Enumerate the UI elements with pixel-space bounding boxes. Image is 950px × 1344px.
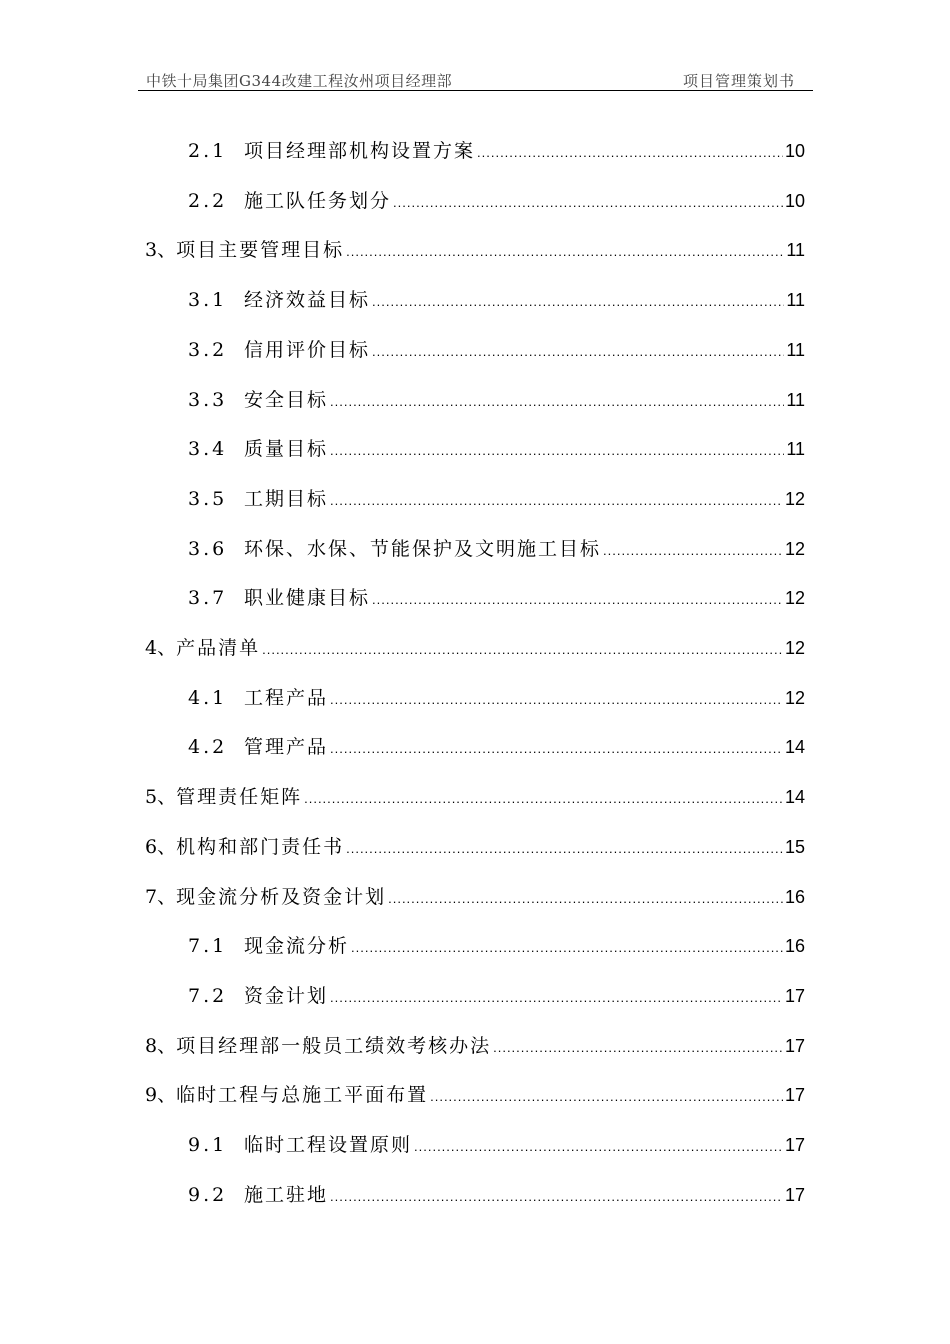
- toc-dot-leader: [330, 734, 783, 764]
- toc-dot-leader: [430, 1082, 783, 1112]
- toc-dot-leader: [372, 287, 784, 317]
- toc-entry-title: 信用评价目标: [244, 338, 371, 361]
- toc-entry[interactable]: [188, 981, 805, 1011]
- toc-dot-leader: [372, 337, 784, 367]
- toc-dot-leader: [330, 387, 784, 417]
- toc-entry-number: 9.2: [188, 1183, 228, 1206]
- toc-entry-page-number: 12: [784, 488, 805, 509]
- toc-entry-number: 4、: [145, 637, 177, 659]
- toc-entry-title: 环保、水保、节能保护及文明施工目标: [244, 537, 602, 560]
- toc-entry-page-number: 17: [784, 1085, 805, 1106]
- toc-entry-title: 职业健康目标: [244, 587, 371, 610]
- toc-entry-number: 2.2: [188, 189, 228, 212]
- toc-entry-number: 3、: [145, 239, 177, 262]
- toc-entry-page-number: 11: [786, 240, 805, 261]
- toc-entry[interactable]: [188, 186, 805, 216]
- toc-entry-number: 9、: [145, 1084, 177, 1107]
- toc-entry[interactable]: [145, 782, 805, 812]
- toc-entry-page-number: 12: [784, 687, 805, 708]
- toc-dot-leader: [603, 536, 783, 566]
- toc-entry-number: 4.2: [188, 736, 228, 759]
- toc-entry[interactable]: [188, 484, 805, 514]
- toc-entry[interactable]: [188, 534, 805, 564]
- toc-entry[interactable]: [145, 882, 805, 912]
- toc-entry-number: 7、: [145, 885, 177, 908]
- toc-entry[interactable]: [188, 136, 805, 166]
- toc-entry-title: 施工驻地: [244, 1183, 329, 1206]
- toc-entry-page-number: 12: [784, 588, 805, 609]
- toc-entry[interactable]: [145, 832, 805, 862]
- toc-entry-title: 工程产品: [244, 686, 329, 709]
- toc-entry[interactable]: [145, 1080, 805, 1110]
- toc-dot-leader: [330, 436, 784, 466]
- toc-entry-page-number: 10: [784, 141, 805, 161]
- toc-dot-leader: [330, 685, 783, 715]
- toc-entry-page-number: 12: [784, 638, 805, 658]
- toc-entry-page-number: 11: [786, 439, 805, 460]
- toc-entry-page-number: 17: [784, 1035, 805, 1056]
- toc-entry-title: 经济效益目标: [244, 289, 371, 312]
- toc-entry-title: 项目经理部机构设置方案: [244, 140, 476, 162]
- toc-entry-page-number: 17: [784, 1184, 805, 1205]
- toc-dot-leader: [477, 138, 783, 168]
- toc-entry-number: 3.1: [188, 289, 228, 312]
- toc-entry-title: 施工队任务划分: [244, 189, 392, 212]
- toc-dot-leader: [493, 1033, 783, 1063]
- toc-entry-number: 3.6: [188, 537, 228, 560]
- toc-entry[interactable]: [188, 583, 805, 613]
- toc-entry-number: 2.1: [188, 140, 228, 162]
- toc-entry-title: 机构和部门责任书: [176, 835, 345, 858]
- toc-entry[interactable]: [188, 683, 805, 713]
- toc-entry-title: 项目经理部一般员工绩效考核办法: [176, 1034, 492, 1057]
- toc-entry[interactable]: [188, 434, 805, 464]
- toc-entry-page-number: 14: [784, 737, 805, 758]
- toc-dot-leader: [351, 933, 783, 963]
- toc-entry[interactable]: [145, 1031, 805, 1061]
- toc-entry[interactable]: [145, 633, 805, 663]
- toc-entry-title: 安全目标: [244, 388, 329, 411]
- toc-dot-leader: [372, 585, 783, 615]
- header-document-title: 中铁十局集团G344改建工程汝州项目经理部: [146, 72, 453, 90]
- toc-entry[interactable]: [188, 335, 805, 365]
- toc-entry-page-number: 17: [784, 985, 805, 1006]
- toc-entry-page-number: 11: [786, 389, 805, 410]
- toc-entry-number: 3.4: [188, 438, 228, 461]
- toc-dot-leader: [346, 237, 784, 267]
- toc-entry[interactable]: [188, 732, 805, 762]
- toc-entry-number: 3.3: [188, 388, 228, 411]
- toc-entry-title: 临时工程设置原则: [244, 1134, 413, 1156]
- toc-entry-page-number: 16: [784, 936, 805, 957]
- toc-entry-page-number: 10: [784, 190, 805, 211]
- toc-entry-number: 3.2: [188, 338, 228, 361]
- toc-entry-page-number: 11: [786, 339, 805, 360]
- toc-entry[interactable]: [188, 285, 805, 315]
- toc-entry-title: 工期目标: [244, 487, 329, 510]
- toc-entry-number: 8、: [145, 1034, 177, 1057]
- toc-entry-page-number: 11: [786, 290, 805, 311]
- toc-dot-leader: [304, 784, 783, 814]
- toc-entry-number: 3.5: [188, 487, 228, 510]
- toc-dot-leader: [330, 1182, 783, 1212]
- toc-entry[interactable]: [145, 235, 805, 265]
- toc-entry[interactable]: [188, 1130, 805, 1160]
- toc-entry-title: 临时工程与总施工平面布置: [176, 1084, 429, 1107]
- toc-entry-title: 管理责任矩阵: [176, 786, 303, 809]
- toc-dot-leader: [393, 188, 783, 218]
- toc-entry-title: 项目主要管理目标: [176, 239, 345, 262]
- toc-dot-leader: [330, 983, 783, 1013]
- toc-entry-page-number: 15: [784, 836, 805, 857]
- toc-entry-title: 管理产品: [244, 736, 329, 759]
- toc-entry-page-number: 14: [784, 787, 805, 808]
- toc-entry-title: 现金流分析: [244, 935, 350, 958]
- toc-entry-number: 4.1: [188, 686, 228, 709]
- toc-entry-title: 现金流分析及资金计划: [176, 885, 387, 908]
- toc-entry-page-number: 17: [784, 1135, 805, 1155]
- toc-entry-title: 质量目标: [244, 438, 329, 461]
- toc-entry[interactable]: [188, 931, 805, 961]
- header-section-title: 项目管理策划书: [682, 72, 795, 90]
- toc-entry-number: 9.1: [188, 1134, 228, 1156]
- toc-entry-page-number: 12: [784, 538, 805, 559]
- toc-entry[interactable]: [188, 1180, 805, 1210]
- toc-dot-leader: [388, 884, 783, 914]
- toc-entry-number: 3.7: [188, 587, 228, 610]
- toc-entry-title: 资金计划: [244, 984, 329, 1007]
- toc-entry-page-number: 16: [784, 886, 805, 907]
- toc-dot-leader: [414, 1132, 783, 1162]
- toc-entry-number: 7.2: [188, 984, 228, 1007]
- toc-dot-leader: [346, 834, 783, 864]
- toc-dot-leader: [262, 635, 783, 665]
- toc-entry-number: 6、: [145, 835, 177, 858]
- toc-dot-leader: [330, 486, 783, 516]
- toc-entry-title: 产品清单: [176, 637, 261, 659]
- toc-entry-number: 7.1: [188, 935, 228, 958]
- toc-entry[interactable]: [188, 385, 805, 415]
- toc-entry-number: 5、: [145, 786, 177, 809]
